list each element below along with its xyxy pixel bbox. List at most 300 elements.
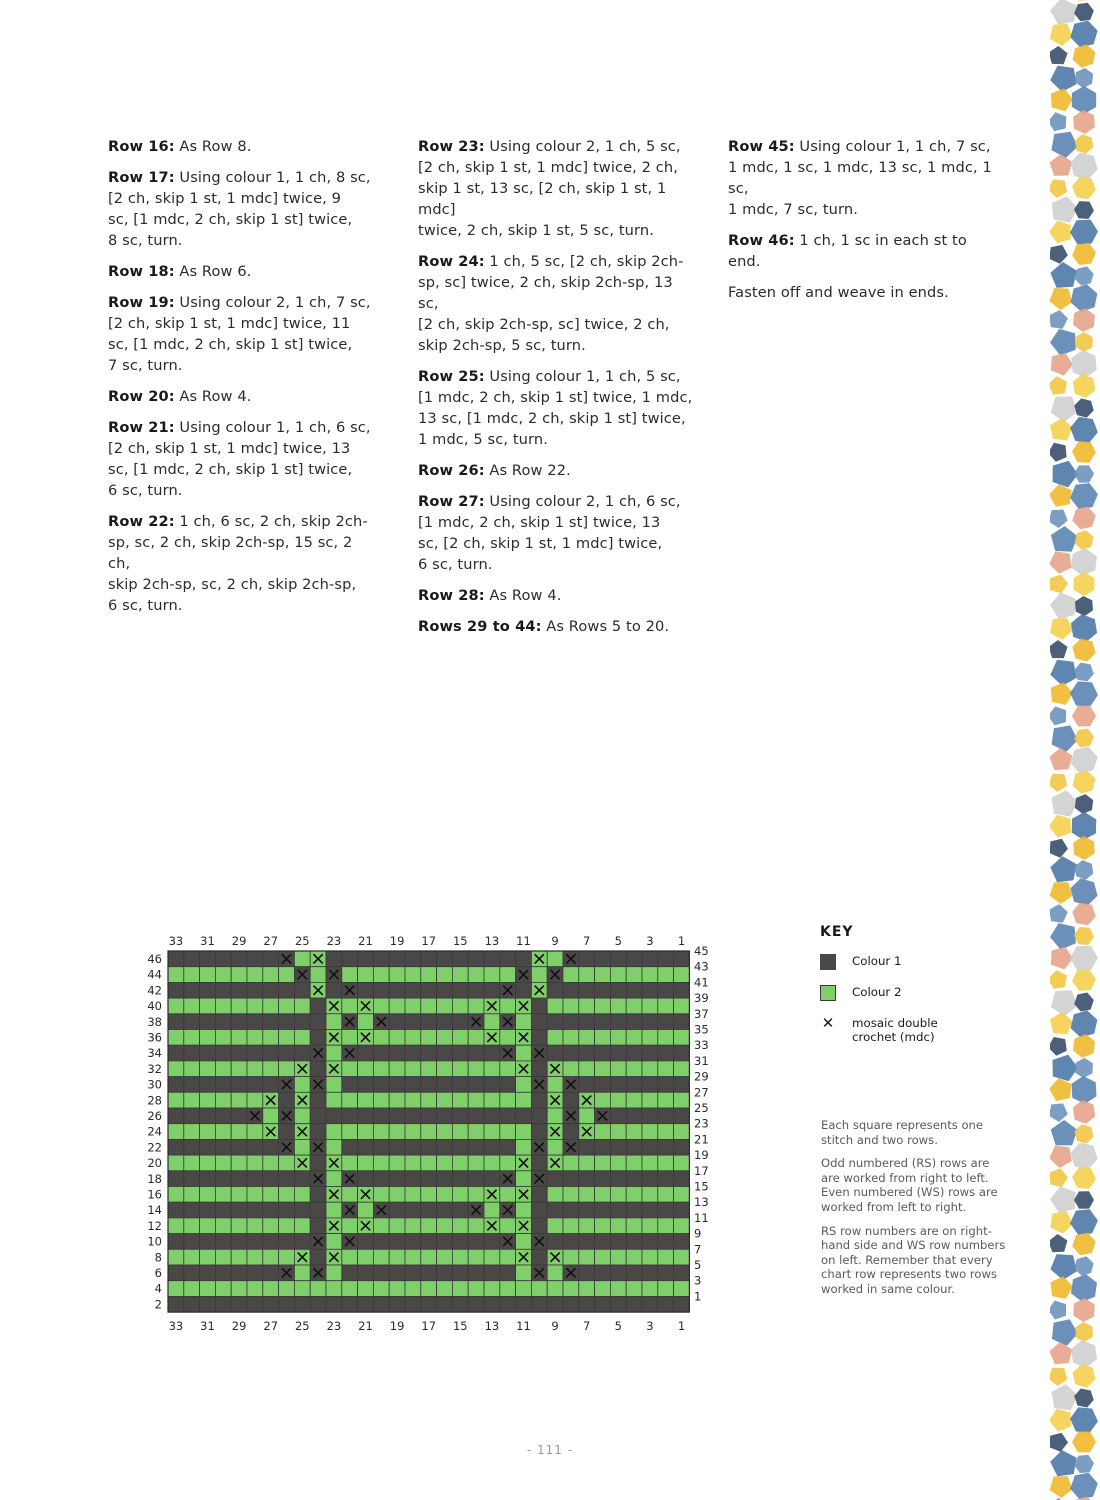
chart-cell — [674, 1124, 690, 1140]
chart-cell — [610, 967, 626, 983]
chart-cell — [231, 1139, 247, 1155]
ws-row-number: 24 — [147, 1124, 162, 1139]
chart-cell — [595, 1030, 611, 1046]
chart-cell — [247, 1077, 263, 1093]
chart-cell — [373, 982, 389, 998]
chart-cell — [247, 1249, 263, 1265]
chart-cell — [310, 1124, 326, 1140]
chart-cell — [247, 998, 263, 1014]
chart-cell — [421, 998, 437, 1014]
chart-cell — [263, 1281, 279, 1297]
chart-cell — [358, 1234, 374, 1250]
row-instruction: Using colour 1, 1 ch, 7 sc, 1 mdc, 1 sc, 1 mdc, 13 sc, 1 mdc, 1 sc, 1 mdc, 7 sc, turn. — [728, 138, 992, 218]
chart-cell — [405, 1014, 421, 1030]
chart-cell — [263, 1030, 279, 1046]
chart-cell — [389, 1014, 405, 1030]
chart-cell — [547, 998, 563, 1014]
row-instruction: As Rows 5 to 20. — [541, 618, 670, 635]
chart-cell — [516, 1045, 532, 1061]
chart-cell — [405, 1265, 421, 1281]
rs-row-number: 13 — [694, 1195, 709, 1210]
chart-cell — [247, 1171, 263, 1187]
chart-cell — [468, 1139, 484, 1155]
chart-cell — [437, 967, 453, 983]
chart-cell — [231, 1045, 247, 1061]
chart-cell — [184, 1155, 200, 1171]
column-number-bottom: 13 — [484, 1319, 500, 1333]
rs-row-number: 7 — [694, 1242, 702, 1257]
chart-cell — [579, 1249, 595, 1265]
chart-cell — [674, 1249, 690, 1265]
chart-cell — [358, 1014, 374, 1030]
chart-cell — [547, 982, 563, 998]
chart-cell — [389, 951, 405, 967]
chart-cell — [358, 951, 374, 967]
chart-cell — [452, 1061, 468, 1077]
chart-cell — [342, 1030, 358, 1046]
chart-cell — [674, 1014, 690, 1030]
rs-row-number: 31 — [694, 1053, 709, 1068]
ws-row-number: 26 — [147, 1109, 162, 1123]
chart-cell — [168, 1155, 184, 1171]
chart-cell — [215, 982, 231, 998]
chart-cell — [500, 1218, 516, 1234]
chart-cell — [294, 951, 310, 967]
chart-cell — [247, 1030, 263, 1046]
chart-cell — [184, 1077, 200, 1093]
chart-cell — [326, 1092, 342, 1108]
chart-cell — [674, 1218, 690, 1234]
row-instruction: Using colour 1, 1 ch, 6 sc, [2 ch, skip 1 st, 1 mdc] twice, 13 sc, [1 mdc, 2 ch, skip 1 st] twice, 6 sc, turn. — [108, 419, 371, 499]
column-number-bottom: 29 — [231, 1319, 247, 1333]
row-label: Row 21: — [108, 419, 175, 436]
chart-cell — [468, 1171, 484, 1187]
chart-cell — [531, 1281, 547, 1297]
chart-cell — [215, 1249, 231, 1265]
chart-cell — [579, 1265, 595, 1281]
chart-cell — [405, 1187, 421, 1203]
chart-cell — [484, 967, 500, 983]
chart-cell — [168, 998, 184, 1014]
chart-cell — [658, 1265, 674, 1281]
chart-cell — [373, 1155, 389, 1171]
chart-cell — [626, 1077, 642, 1093]
chart-cell — [342, 1077, 358, 1093]
chart-cell — [626, 1249, 642, 1265]
chart-cell — [610, 1171, 626, 1187]
chart-cell — [500, 1124, 516, 1140]
chart-cell — [215, 1281, 231, 1297]
chart-cell — [263, 1155, 279, 1171]
column-number-bottom: 21 — [358, 1319, 373, 1333]
chart-cell — [579, 1171, 595, 1187]
chart-cell — [389, 1045, 405, 1061]
rs-row-number: 41 — [694, 975, 709, 990]
chart-cell — [389, 1092, 405, 1108]
chart-cell — [405, 1296, 421, 1312]
chart-cell — [563, 1187, 579, 1203]
column-number-top: 21 — [358, 934, 373, 948]
chart-cell — [389, 1139, 405, 1155]
chart-cell — [184, 1014, 200, 1030]
chart-cell — [642, 1265, 658, 1281]
chart-cell — [310, 1108, 326, 1124]
row-instruction: As Row 4. — [174, 388, 252, 405]
chart-cell — [184, 1139, 200, 1155]
chart-cell — [516, 982, 532, 998]
chart-cell — [200, 951, 216, 967]
row-instruction: As Row 4. — [484, 587, 562, 604]
chart-cell — [437, 951, 453, 967]
chart-cell — [437, 1234, 453, 1250]
chart-cell — [421, 1108, 437, 1124]
chart-cell — [421, 1171, 437, 1187]
chart-cell — [405, 1139, 421, 1155]
chart-cell — [247, 1296, 263, 1312]
chart-cell — [342, 998, 358, 1014]
rs-row-number: 37 — [694, 1006, 709, 1021]
row-instruction: Using colour 1, 1 ch, 5 sc, [1 mdc, 2 ch, skip 1 st] twice, 1 mdc, 13 sc, [1 mdc, 2 ch, skip 1 st] twice, 1 mdc, 5 sc, turn. — [418, 368, 693, 448]
chart-cell — [168, 1030, 184, 1046]
chart-cell — [389, 1030, 405, 1046]
chart-cell — [437, 1155, 453, 1171]
chart-cell — [215, 951, 231, 967]
chart-cell — [658, 1045, 674, 1061]
row-label: Row 17: — [108, 169, 175, 186]
chart-cell — [231, 1249, 247, 1265]
chart-cell — [642, 998, 658, 1014]
chart-cell — [452, 951, 468, 967]
chart-cell — [642, 1281, 658, 1297]
chart-cell — [279, 1296, 295, 1312]
chart-cell — [452, 1218, 468, 1234]
chart-cell — [468, 1092, 484, 1108]
row-instruction: Using colour 2, 1 ch, 5 sc, [2 ch, skip 1 st, 1 mdc] twice, 2 ch, skip 1 st, 13 sc, [2 ch, skip 1 st, 1 mdc] twice, 2 ch, skip 1 st, 5 sc, turn. — [418, 138, 681, 239]
chart-cell — [405, 1061, 421, 1077]
chart-cell — [294, 1077, 310, 1093]
row-label: Row 22: — [108, 513, 175, 530]
chart-cell — [389, 1155, 405, 1171]
chart-cell — [452, 1187, 468, 1203]
chart-cell — [452, 1139, 468, 1155]
chart-cell — [626, 982, 642, 998]
chart-notes — [821, 1118, 1011, 1306]
chart-cell — [563, 1124, 579, 1140]
chart-cell — [294, 1187, 310, 1203]
chart-cell — [452, 1296, 468, 1312]
chart-cell — [326, 1124, 342, 1140]
chart-cell — [263, 1187, 279, 1203]
chart-cell — [215, 1218, 231, 1234]
chart-cell — [421, 1234, 437, 1250]
chart-cell — [279, 1202, 295, 1218]
chart-cell — [595, 1218, 611, 1234]
chart-cell — [500, 951, 516, 967]
chart-cell — [215, 967, 231, 983]
chart-cell — [595, 1296, 611, 1312]
chart-cell — [626, 1202, 642, 1218]
chart-cell — [626, 1187, 642, 1203]
chart-cell — [263, 1234, 279, 1250]
colour2-swatch — [820, 985, 836, 1001]
chart-cell — [358, 1124, 374, 1140]
chart-cell — [437, 1077, 453, 1093]
chart-cell — [437, 1281, 453, 1297]
chart-cell — [658, 1218, 674, 1234]
chart-cell — [452, 998, 468, 1014]
chart-cell — [516, 1077, 532, 1093]
row-instruction: 1 ch, 5 sc, [2 ch, skip 2ch- sp, sc] twice, 2 ch, skip 2ch-sp, 13 sc, [2 ch, skip 2ch-sp, sc] twice, 2 ch, skip 2ch-sp, 5 sc, turn. — [418, 253, 684, 354]
chart-cell — [358, 1061, 374, 1077]
row-label: Row 24: — [418, 253, 485, 270]
column-number-bottom: 11 — [516, 1319, 531, 1333]
chart-cell — [610, 1124, 626, 1140]
chart-cell — [326, 1296, 342, 1312]
chart-cell — [247, 982, 263, 998]
chart-cell — [658, 1187, 674, 1203]
chart-cell — [294, 982, 310, 998]
chart-cell — [326, 1202, 342, 1218]
chart-cell — [531, 1014, 547, 1030]
chart-cell — [373, 1281, 389, 1297]
chart-cell — [342, 967, 358, 983]
chart-cell — [579, 1077, 595, 1093]
chart-cell — [215, 1045, 231, 1061]
chart-cell — [437, 1265, 453, 1281]
chart-cell — [200, 1030, 216, 1046]
chart-cell — [626, 967, 642, 983]
chart-cell — [642, 1077, 658, 1093]
chart-cell — [310, 1202, 326, 1218]
chart-cell — [610, 1108, 626, 1124]
chart-cell — [468, 1045, 484, 1061]
chart-cell — [405, 1202, 421, 1218]
column-number-top: 3 — [646, 934, 654, 948]
chart-cell — [658, 1281, 674, 1297]
chart-cell — [231, 1014, 247, 1030]
chart-cell — [610, 1281, 626, 1297]
chart-cell — [342, 1108, 358, 1124]
chart-cell — [342, 1265, 358, 1281]
chart-cell — [405, 1124, 421, 1140]
chart-cell — [579, 951, 595, 967]
chart-cell — [168, 1139, 184, 1155]
chart-cell — [200, 1249, 216, 1265]
chart-cell — [579, 982, 595, 998]
chart-cell — [215, 1092, 231, 1108]
chart-cell — [342, 1061, 358, 1077]
chart-cell — [200, 998, 216, 1014]
chart-cell — [326, 1139, 342, 1155]
chart-cell — [215, 1265, 231, 1281]
chart-cell — [294, 998, 310, 1014]
chart-cell — [452, 1108, 468, 1124]
rs-row-number: 45 — [694, 944, 709, 958]
chart-cell — [547, 1014, 563, 1030]
column-number-bottom: 9 — [551, 1319, 559, 1333]
chart-cell — [279, 1061, 295, 1077]
ws-row-number: 18 — [147, 1171, 162, 1186]
chart-cell — [263, 1077, 279, 1093]
chart-cell — [200, 1061, 216, 1077]
chart-cell — [263, 1014, 279, 1030]
chart-cell — [247, 1218, 263, 1234]
column-number-bottom: 7 — [583, 1319, 591, 1333]
chart-cell — [563, 982, 579, 998]
chart-cell — [516, 1014, 532, 1030]
chart-cell — [658, 1171, 674, 1187]
chart-cell — [184, 1249, 200, 1265]
chart-cell — [421, 1296, 437, 1312]
chart-cell — [389, 1108, 405, 1124]
chart-cell — [626, 1155, 642, 1171]
chart-cell — [595, 1077, 611, 1093]
chart-cell — [642, 982, 658, 998]
chart-cell — [279, 998, 295, 1014]
chart-cell — [184, 982, 200, 998]
chart-cell — [531, 967, 547, 983]
chart-cell — [184, 1124, 200, 1140]
chart-cell — [294, 1265, 310, 1281]
chart-cell — [642, 1187, 658, 1203]
chart-cell — [626, 1092, 642, 1108]
ws-row-number: 44 — [147, 967, 162, 982]
chart-cell — [642, 1202, 658, 1218]
chart-cell — [468, 1077, 484, 1093]
chart-cell — [452, 1171, 468, 1187]
chart-cell — [452, 1249, 468, 1265]
chart-cell — [674, 967, 690, 983]
chart-cell — [484, 1124, 500, 1140]
chart-cell — [168, 982, 184, 998]
chart-cell — [484, 1296, 500, 1312]
row-instruction: As Row 6. — [174, 263, 252, 280]
chart-cell — [452, 1077, 468, 1093]
chart-cell — [358, 967, 374, 983]
chart-cell — [531, 1092, 547, 1108]
chart-cell — [168, 1281, 184, 1297]
chart-cell — [484, 1155, 500, 1171]
chart-cell — [294, 1139, 310, 1155]
chart-cell — [468, 1187, 484, 1203]
chart-cell — [563, 1030, 579, 1046]
colour1-swatch — [820, 954, 836, 970]
chart-cell — [247, 1092, 263, 1108]
chart-cell — [500, 1061, 516, 1077]
chart-cell — [326, 1281, 342, 1297]
chart-cell — [373, 1061, 389, 1077]
chart-cell — [595, 1281, 611, 1297]
chart-cell — [642, 1155, 658, 1171]
chart-cell — [468, 1281, 484, 1297]
chart-cell — [595, 1249, 611, 1265]
column-number-bottom: 25 — [294, 1319, 310, 1333]
chart-cell — [579, 998, 595, 1014]
chart-cell — [358, 1139, 374, 1155]
ws-row-number: 36 — [147, 1030, 162, 1045]
column-number-top: 7 — [583, 934, 591, 948]
chart-cell — [247, 1139, 263, 1155]
chart-cell — [263, 1045, 279, 1061]
chart-cell — [373, 1030, 389, 1046]
chart-cell — [326, 1077, 342, 1093]
column-number-top: 23 — [326, 934, 342, 948]
rs-row-number: 39 — [694, 991, 709, 1006]
chart-cell — [389, 1218, 405, 1234]
chart-cell — [626, 1045, 642, 1061]
chart-cell — [658, 1061, 674, 1077]
chart-cell — [184, 1281, 200, 1297]
chart-cell — [626, 1218, 642, 1234]
chart-cell — [168, 1061, 184, 1077]
chart-cell — [358, 1108, 374, 1124]
ws-row-number: 34 — [147, 1046, 162, 1061]
chart-cell — [626, 1108, 642, 1124]
chart-cell — [547, 951, 563, 967]
chart-cell — [200, 967, 216, 983]
chart-cell — [484, 1092, 500, 1108]
chart-cell — [484, 1014, 500, 1030]
chart-cell — [200, 1187, 216, 1203]
chart-cell — [200, 1265, 216, 1281]
chart-cell — [342, 1187, 358, 1203]
chart-cell — [389, 1077, 405, 1093]
chart-cell — [563, 1234, 579, 1250]
chart-cell — [405, 1218, 421, 1234]
chart-cell — [484, 1061, 500, 1077]
chart-cell — [231, 1108, 247, 1124]
chart-cell — [579, 1234, 595, 1250]
chart-cell — [373, 1187, 389, 1203]
chart-cell — [658, 982, 674, 998]
chart-cell — [263, 982, 279, 998]
chart-cell — [373, 1249, 389, 1265]
chart-cell — [358, 1281, 374, 1297]
chart-cell — [484, 1202, 500, 1218]
chart-cell — [342, 1296, 358, 1312]
chart-cell — [358, 982, 374, 998]
chart-cell — [279, 1014, 295, 1030]
chart-cell — [468, 1296, 484, 1312]
chart-cell — [421, 1139, 437, 1155]
chart-cell — [579, 1030, 595, 1046]
chart-cell — [310, 1092, 326, 1108]
column-number-bottom: 15 — [452, 1319, 468, 1333]
chart-cell — [595, 998, 611, 1014]
chart-cell — [626, 1171, 642, 1187]
chart-cell — [215, 1171, 231, 1187]
column-number-top: 11 — [516, 934, 531, 948]
chart-cell — [642, 1296, 658, 1312]
chart-cell — [452, 1281, 468, 1297]
chart-cell — [437, 1061, 453, 1077]
chart-cell — [231, 1265, 247, 1281]
chart-cell — [658, 1077, 674, 1093]
chart-cell — [452, 1045, 468, 1061]
row-instruction: 1 ch, 1 sc in each st to end. — [728, 232, 967, 270]
rs-row-number: 5 — [694, 1258, 702, 1272]
chart-cell — [342, 1139, 358, 1155]
chart-cell — [279, 1281, 295, 1297]
chart-cell — [184, 1045, 200, 1061]
chart-cell — [231, 1171, 247, 1187]
row-label: Row 18: — [108, 263, 175, 280]
chart-cell — [279, 1124, 295, 1140]
chart-cell — [279, 1045, 295, 1061]
chart-cell — [595, 967, 611, 983]
chart-cell — [200, 1139, 216, 1155]
chart-cell — [342, 1249, 358, 1265]
